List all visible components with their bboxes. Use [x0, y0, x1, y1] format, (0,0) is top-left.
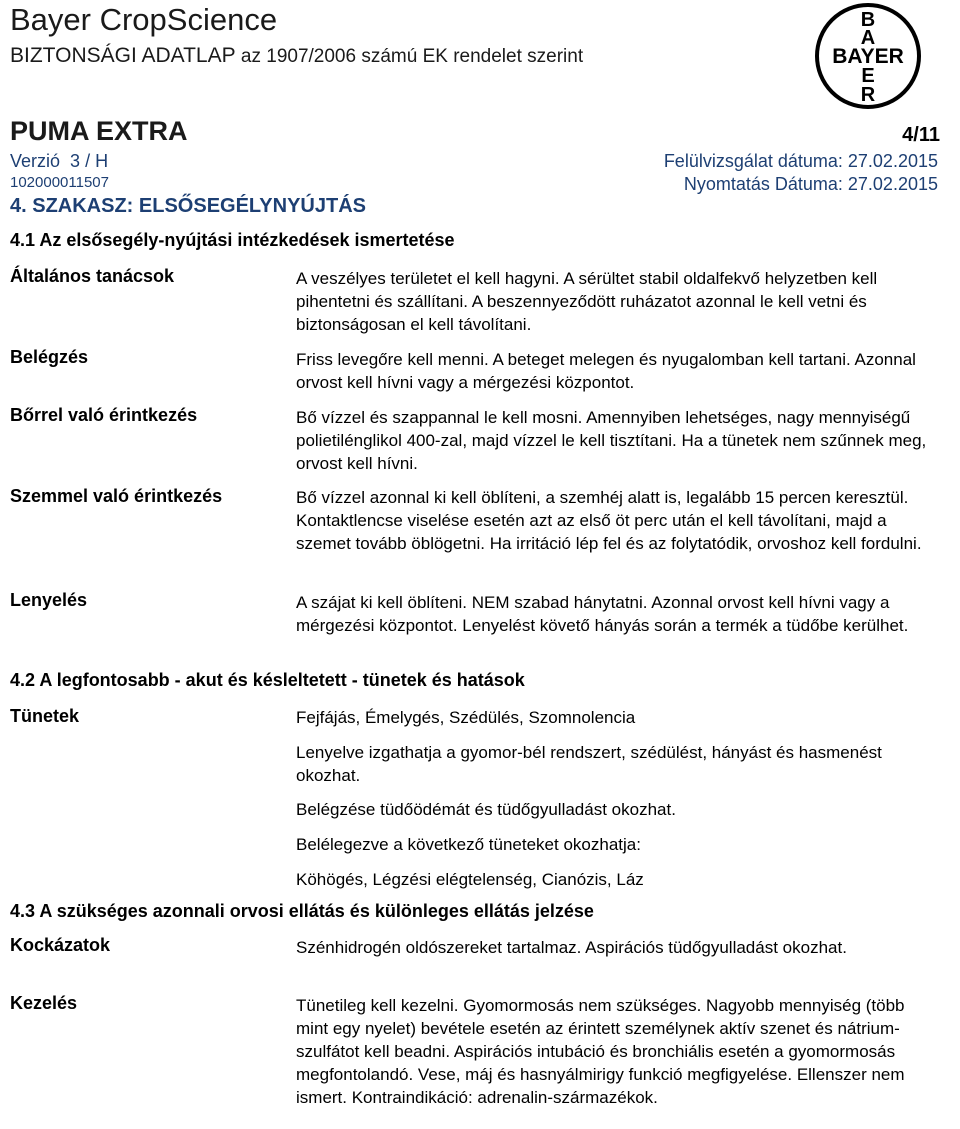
symptom-line: Lenyelve izgathatja a gyomor-bél rendszert, szédülést, hányást és hasmenést okozhat. [296, 743, 882, 785]
revision-date: Felülvizsgálat dátuma: 27.02.2015 [663, 151, 938, 171]
page-number: 4/11 [902, 124, 940, 146]
general-advice-label: Általános tanácsok [10, 266, 175, 286]
version-label: Verzió [10, 151, 61, 171]
treatment-label: Kezelés [10, 993, 78, 1013]
version-number: 3 [70, 151, 81, 171]
bayer-logo-icon [814, 2, 922, 110]
svg-text:A: A [860, 27, 876, 49]
svg-text:R: R [860, 84, 876, 106]
symptoms-label: Tünetek [10, 706, 80, 726]
symptom-line: Köhögés, Légzési elégtelenség, Cianózis, Láz [296, 870, 644, 889]
eye-contact-text: Bő vízzel azonnal ki kell öblíteni, a szemhéj alatt is, legalább 15 percen keresztül. Kontaktlencse viselése esetén azt az első öt perc után el kell távolítani, majd a szemet tovább öblögetni. Ha irritáció lép fel és az folytatódik, orvoshoz kell fordulni. [296, 488, 922, 553]
symptom-line: Belélegezve a következő tüneteket okozhatja: [296, 835, 641, 854]
regulation-reference: az 1907/2006 számú EK rendelet szerint [235, 46, 584, 67]
product-name: PUMA EXTRA [10, 116, 188, 146]
subsection-4-1: 4.1 Az elsősegély-nyújtási intézkedések ismertetése [10, 230, 455, 250]
svg-text:E: E [861, 65, 875, 87]
subsection-4-3: 4.3 A szükséges azonnali orvosi ellátás és különleges ellátás jelzése [10, 901, 594, 921]
treatment-text: Tünetileg kell kezelni. Gyomormosás nem szükséges. Nagyobb mennyiség (több mint egy nyelet) bevétele esetén az érintett személynek aktív szenet és nátrium-szulfátot kell beadni. Aspirációs intubáció és bronchiális esetén a gyomormosás megfontolandó. Vese, máj és hasnyálmirigy funkció megfigyelése. Ellenszer nem ismert. Kontraindikáció: adrenalin-származékok. [296, 996, 905, 1107]
eye-contact-label: Szemmel való érintkezés [10, 486, 223, 506]
inhalation-text: Friss levegőre kell menni. A beteget melegen és nyugalomban kell tartani. Azonnal orvost kell hívni vagy a mérgezési központot. [296, 350, 916, 392]
version-separator: / [85, 151, 91, 171]
symptom-line: Belégzése tüdőödémát és tüdőgyulladást okozhat. [296, 800, 676, 819]
company-name: Bayer CropScience [10, 2, 278, 37]
symptom-line: Fejfájás, Émelygés, Szédülés, Szomnolencia [296, 708, 636, 727]
version-suffix: H [95, 151, 109, 171]
document-number: 102000011507 [10, 174, 109, 191]
section-title: 4. SZAKASZ: ELSŐSEGÉLYNYÚJTÁS [10, 195, 366, 217]
print-date: Nyomtatás Dátuma: 27.02.2015 [683, 174, 938, 194]
document-subtitle [10, 44, 583, 68]
subsection-4-2: 4.2 A legfontosabb - akut és késleltetett - tünetek és hatások [10, 670, 525, 690]
svg-text:BAYER: BAYER [832, 45, 904, 68]
risks-label: Kockázatok [10, 935, 111, 955]
skin-contact-text: Bő vízzel és szappannal le kell mosni. Amennyiben lehetséges, nagy mennyiségű polietilénglikol 400-zal, majd vízzel le kell tisztítani. Ha a tünetek nem szűnnek meg, orvost kell hívni. [296, 408, 927, 473]
skin-contact-label: Bőrrel való érintkezés [10, 405, 198, 425]
general-advice-text: A veszélyes területet el kell hagyni. A sérültet stabil oldalfekvő helyzetben kell pihentetni és szállítani. A beszennyeződött ruházatot azonnal le kell vetni és biztonságosan el kell távolítani. [296, 269, 878, 334]
ingestion-label: Lenyelés [10, 590, 88, 610]
inhalation-label: Belégzés [10, 347, 89, 367]
svg-text:B: B [860, 9, 876, 31]
risks-text: Szénhidrogén oldószereket tartalmaz. Aspirációs tüdőgyulladást okozhat. [296, 938, 847, 957]
version-info [10, 151, 108, 172]
document-type: BIZTONSÁGI ADATLAP [10, 44, 236, 67]
ingestion-text: A szájat ki kell öblíteni. NEM szabad hánytatni. Azonnal orvost kell hívni vagy a mérgezési központot. Lenyelést követő hányás során a termék a tüdőbe kerülhet. [296, 593, 909, 635]
